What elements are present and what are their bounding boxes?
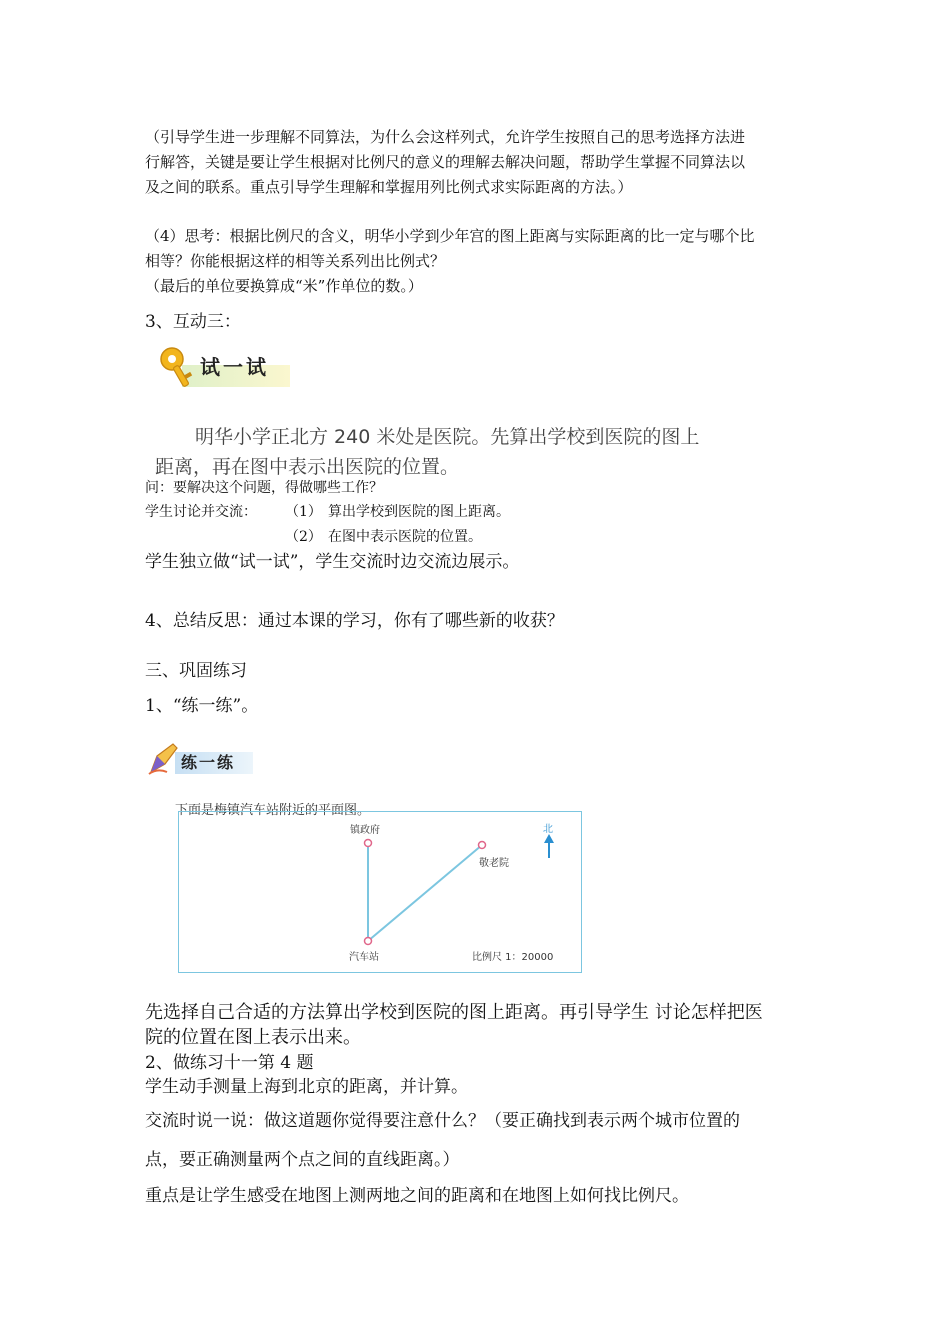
practice-title: 练一练: [181, 753, 236, 772]
town-map: [178, 811, 582, 973]
exercise-one-line: 1、“练一练”。: [145, 696, 259, 716]
north-arrow-icon: [544, 834, 554, 858]
route-bus-nursing: [368, 845, 482, 941]
pen-icon: [147, 742, 181, 780]
try-it-title: 试一试: [200, 355, 269, 379]
think-line-1: （4）思考：根据比例尺的含义，明华小学到少年宫的图上距离与实际距离的比一定与哪个比: [145, 227, 755, 245]
share-line-1: 交流时说一说：做这道题你觉得要注意什么？（要正确找到表示两个城市位置的: [145, 1111, 740, 1131]
town-hall-label: 镇政府: [350, 825, 380, 836]
step-1-text: 算出学校到医院的图上距离。: [328, 504, 510, 520]
share-line-2: 点，要正确测量两个点之间的直线距离。）: [145, 1150, 460, 1170]
step-2-number: （2）: [285, 529, 322, 545]
think-line-2: 相等？你能根据这样的相等关系列出比例式？: [145, 252, 446, 270]
closing-line-2: 院的位置在图上表示出来。: [145, 1027, 361, 1048]
try-problem-line-2: 距离，再在图中表示出医院的位置。: [155, 456, 460, 478]
question-line: 问：要解决这个问题，得做哪些工作？: [145, 480, 383, 496]
map-scale: 比例尺 1：20000: [472, 952, 554, 963]
summary-line: 4、总结反思：通过本课的学习，你有了哪些新的收获？: [145, 611, 564, 631]
try-it-section: [150, 345, 800, 478]
step-1-number: （1）: [285, 504, 322, 520]
north-label: 北: [543, 824, 553, 835]
nursing-home-point: [479, 842, 486, 849]
practice-description: 下面是梅镇汽车站附近的平面图。: [175, 803, 371, 818]
measure-line: 学生动手测量上海到北京的距离，并计算。: [145, 1077, 468, 1097]
independent-line: 学生独立做“试一试”，学生交流时边交流边展示。: [145, 552, 520, 572]
discuss-label: 学生讨论并交流：: [145, 504, 257, 520]
try-problem-line-1: 明华小学正北方 240 米处是医院。先算出学校到医院的图上: [195, 426, 700, 448]
guide-line-1: （引导学生进一步理解不同算法，为什么会这样列式，允许学生按照自己的思考选择方法进: [145, 128, 746, 146]
section-three-heading: 三、巩固练习: [145, 661, 247, 681]
key-icon: [158, 345, 198, 395]
bus-station-point: [365, 938, 372, 945]
step-2-text: 在图中表示医院的位置。: [328, 529, 482, 545]
key-point-line: 重点是让学生感受在地图上测两地之间的距离和在地图上如何找比例尺。: [145, 1186, 689, 1206]
closing-line-1: 先选择自己合适的方法算出学校到医院的图上距离。再引导学生 讨论怎样把医: [145, 1002, 763, 1023]
town-hall-point: [365, 840, 372, 847]
guide-line-2: 行解答，关键是要让学生根据对比例尺的意义的理解去解决问题，帮助学生掌握不同算法以: [145, 153, 746, 171]
exercise-two-line: 2、做练习十一第 4 题: [145, 1053, 314, 1073]
guide-line-3: 及之间的联系。重点引导学生理解和掌握用列比例式求实际距离的方法。）: [145, 178, 633, 196]
practice-section: [145, 738, 605, 983]
bus-station-label: 汽车站: [349, 952, 379, 963]
think-line-3: （最后的单位要换算成“米”作单位的数。）: [145, 277, 423, 295]
nursing-home-label: 敬老院: [479, 858, 509, 869]
interact-three-heading: 3、互动三：: [145, 312, 241, 332]
